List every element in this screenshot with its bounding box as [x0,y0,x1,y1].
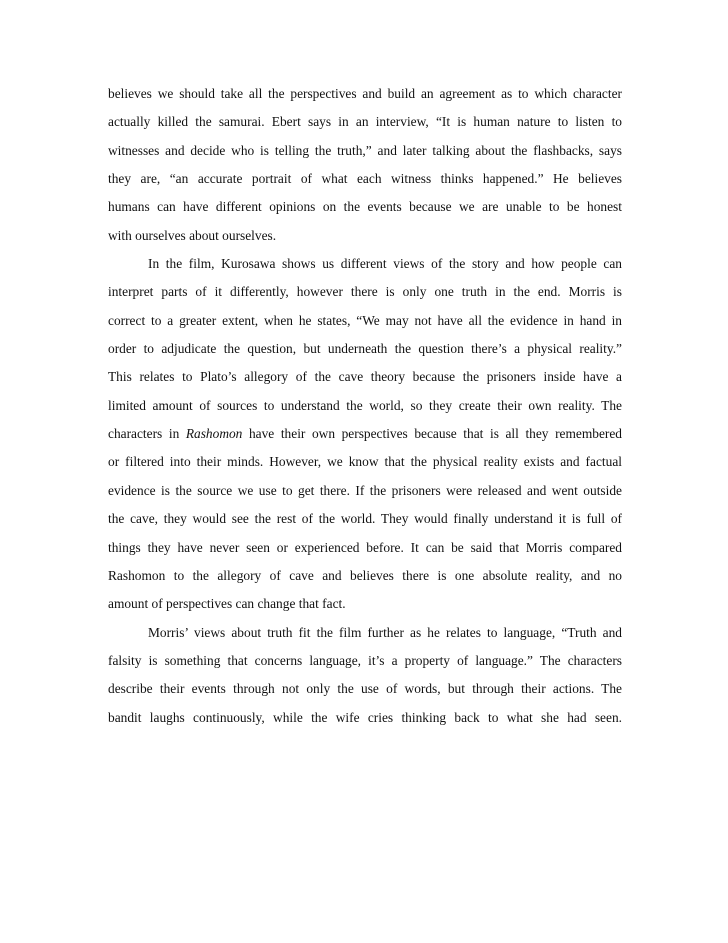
text-line: with ourselves about ourselves. [108,227,277,243]
italic-title-text: Rashomon [185,426,243,442]
text-line: evidence is the source we use to get there. If the prisoners were released and went outside [108,482,622,498]
text-line: actually killed the samurai. Ebert says in an interview, “It is human nature to listen to [108,114,622,130]
text-line: In the film, Kurosawa shows us different views of the story and how people can [148,256,622,272]
text-segment: have their own perspectives because that is all they remembered [242,426,622,442]
text-line: they are, “an accurate portrait of what each witness thinks happened.” He believes [108,171,622,187]
text-line: describe their events through not only the use of words, but through their actions. The [108,681,622,697]
text-line: things they have never seen or experienced before. It can be said that Morris compared [108,539,622,555]
text-line: humans can have different opinions on the events because we are unable to be honest [108,199,622,215]
text-line: Rashomon to the allegory of cave and believes there is one absolute reality, and no [108,567,622,583]
text-line: limited amount of sources to understand the world, so they create their own reality. The [108,397,622,413]
text-line [108,427,622,455]
text-line: the cave, they would see the rest of the world. They would finally understand it is full of [108,511,622,527]
text-line: believes we should take all the perspectives and build an agreement as to which character [108,86,622,101]
text-line: amount of perspectives can change that fact. [108,596,346,612]
essay-body-text [108,87,622,739]
text-line: or filtered into their minds. However, we know that the physical reality exists and factual [108,454,622,470]
text-segment: characters in [108,426,186,442]
text-line: This relates to Plato’s allegory of the cave theory because the prisoners inside have a [108,369,622,385]
text-line: interpret parts of it differently, however there is only one truth in the end. Morris is [108,284,622,300]
text-line: Morris’ views about truth fit the film further as he relates to language, “Truth and [148,624,622,640]
text-line: bandit laughs continuously, while the wife cries thinking back to what she had seen. [108,709,622,725]
text-line: correct to a greater extent, when he states, “We may not have all the evidence in hand in [108,312,622,328]
text-line: falsity is something that concerns language, it’s a property of language.” The characters [108,652,622,668]
text-line: witnesses and decide who is telling the truth,” and later talking about the flashbacks, says [108,142,622,158]
text-line: order to adjudicate the question, but underneath the question there’s a physical reality.” [108,341,622,357]
